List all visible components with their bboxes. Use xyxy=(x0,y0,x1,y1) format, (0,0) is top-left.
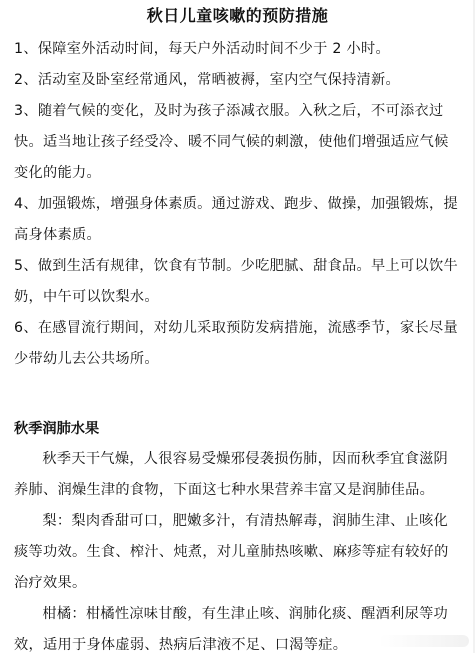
list-item-6: 6、在感冒流行期间，对幼儿采取预防发病措施，流感季节，家长尽量少带幼儿去公共场所。 xyxy=(14,320,458,367)
watermark-mark xyxy=(379,635,469,647)
document-title: 秋日儿童咳嗽的预防措施 xyxy=(146,6,329,25)
list-item-1: 1、保障室外活动时间，每天户外活动时间不少于 2 小时。 xyxy=(14,41,390,57)
list-item-3: 3、随着气候的变化，及时为孩子添减衣服。入秋之后，不可添衣过快。适当地让孩子经受冷、暖不同气候的刺激，使他们增强适应气候变化的能力。 xyxy=(14,103,449,181)
section-title: 秋季润肺水果 xyxy=(14,421,100,437)
list-item-4: 4、加强锻炼，增强身体素质。通过游戏、跑步、做操，加强锻炼，提高身体素质。 xyxy=(14,196,458,243)
section-paragraph-orange: 柑橘：柑橘性凉味甘酸，有生津止咳、润肺化痰、醒酒利尿等功效，适用于身体虚弱、热病后津液不足、口渴等症。 xyxy=(14,606,449,653)
list-item-5: 5、做到生活有规律，饮食有节制。少吃肥腻、甜食品。早上可以饮牛奶，中午可以饮梨水。 xyxy=(14,258,458,305)
blank-line xyxy=(14,375,461,406)
section-paragraph-pear: 梨：梨肉香甜可口，肥嫩多汁，有清热解毒，润肺生津、止咳化痰等功效。生食、榨汁、炖煮，对儿童肺热咳嗽、麻疹等症有较好的治疗效果。 xyxy=(14,513,449,591)
section-paragraph-intro: 秋季天干气燥，人很容易受燥邪侵袭损伤肺，因而秋季宜食滋阴养肺、润燥生津的食物，下面这七种水果营养丰富又是润肺佳品。 xyxy=(14,451,449,498)
list-item-2: 2、活动室及卧室经常通风，常晒被褥，室内空气保持清新。 xyxy=(14,72,401,88)
